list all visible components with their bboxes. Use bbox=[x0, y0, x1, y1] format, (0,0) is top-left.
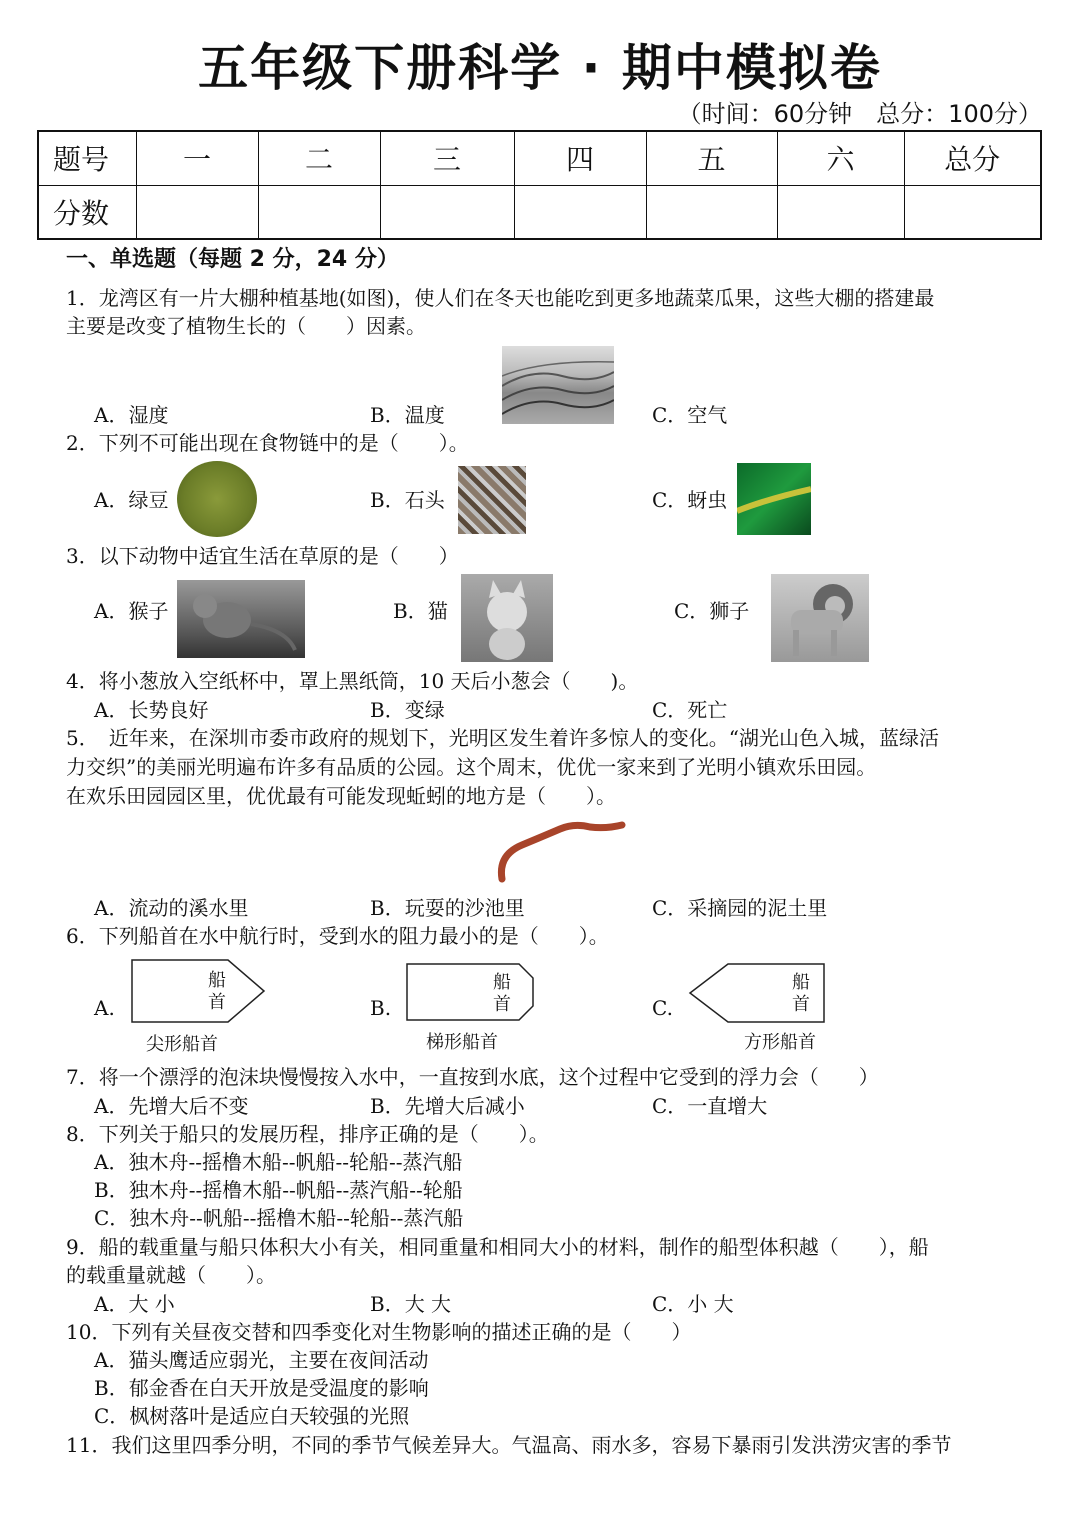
q8-option-a[interactable]: A．独木舟--摇橹木船--帆船--轮船--蒸汽船 bbox=[94, 1150, 463, 1174]
q6-option-c[interactable]: C. bbox=[652, 996, 673, 1020]
header-cell: 五 bbox=[646, 131, 777, 185]
boat-label bbox=[208, 970, 226, 1014]
score-cell[interactable] bbox=[646, 185, 777, 239]
question-1-text: 主要是改变了植物生长的（ ）因素。 bbox=[66, 314, 426, 338]
boat-label-char: 首 bbox=[792, 994, 810, 1015]
question-7-text: 7．将一个漂浮的泡沫块慢慢按入水中，一直按到水底，这个过程中它受到的浮力会（ ） bbox=[66, 1065, 879, 1089]
score-cell[interactable] bbox=[380, 185, 514, 239]
q2-option-a[interactable]: A．绿豆 bbox=[94, 488, 169, 512]
q6-option-b[interactable]: B. bbox=[370, 996, 392, 1020]
q7-option-b[interactable]: B．先增大后减小 bbox=[370, 1094, 525, 1118]
boat-label-char: 船 bbox=[792, 972, 810, 993]
score-cell[interactable] bbox=[514, 185, 646, 239]
question-9-text: 9．船的载重量与船只体积大小有关，相同重量和相同大小的材料，制作的船型体积越（ ），船 bbox=[66, 1235, 929, 1259]
q1-option-c[interactable]: C．空气 bbox=[652, 403, 728, 427]
q8-option-b[interactable]: B．独木舟--摇橹木船--帆船--蒸汽船--轮船 bbox=[94, 1178, 463, 1202]
cat-image bbox=[461, 574, 553, 662]
score-cell[interactable] bbox=[777, 185, 904, 239]
question-5-text: 在欢乐田园园区里，优优最有可能发现蚯蚓的地方是（ ）。 bbox=[66, 784, 616, 808]
trapezoid-bow-diagram bbox=[405, 962, 535, 1022]
stones-image bbox=[458, 466, 526, 534]
header-cell: 六 bbox=[777, 131, 904, 185]
q7-option-c[interactable]: C．一直增大 bbox=[652, 1094, 768, 1118]
q8-option-c[interactable]: C．独木舟--帆船--摇橹木船--轮船--蒸汽船 bbox=[94, 1206, 464, 1230]
q3-option-a[interactable]: A．猴子 bbox=[94, 599, 169, 623]
q2-option-b[interactable]: B．石头 bbox=[370, 488, 445, 512]
score-label-cell: 分数 bbox=[38, 185, 136, 239]
q6-caption-c: 方形船首 bbox=[744, 1032, 816, 1053]
q4-option-a[interactable]: A．长势良好 bbox=[94, 698, 209, 722]
header-cell: 四 bbox=[514, 131, 646, 185]
question-2-text: 2．下列不可能出现在食物链中的是（ ）。 bbox=[66, 431, 469, 455]
q6-option-a[interactable]: A. bbox=[94, 996, 115, 1020]
mung-bean-image bbox=[177, 461, 257, 537]
q1-option-b[interactable]: B．温度 bbox=[370, 403, 445, 427]
q5-option-a[interactable]: A．流动的溪水里 bbox=[94, 896, 249, 920]
q4-option-c[interactable]: C．死亡 bbox=[652, 698, 728, 722]
pointed-bow-diagram bbox=[130, 958, 266, 1024]
boat-label bbox=[792, 972, 810, 1016]
question-6-text: 6．下列船首在水中航行时，受到水的阻力最小的是（ ）。 bbox=[66, 924, 609, 948]
q2-option-c[interactable]: C．蚜虫 bbox=[652, 488, 728, 512]
score-cell[interactable] bbox=[904, 185, 1041, 239]
q6-caption-a: 尖形船首 bbox=[146, 1034, 218, 1055]
question-3-text: 3．以下动物中适宜生活在草原的是（ ） bbox=[66, 544, 459, 568]
lion-image bbox=[771, 574, 869, 662]
greenhouse-image bbox=[502, 346, 614, 424]
q9-option-b[interactable]: B．大 大 bbox=[370, 1292, 452, 1316]
boat-label-char: 首 bbox=[208, 992, 226, 1013]
question-10-text: 10．下列有关昼夜交替和四季变化对生物影响的描述正确的是（ ） bbox=[66, 1320, 692, 1344]
q10-option-b[interactable]: B．郁金香在白天开放是受温度的影响 bbox=[94, 1376, 429, 1400]
header-cell: 题号 bbox=[38, 131, 136, 185]
score-table bbox=[37, 130, 1042, 240]
question-5-text: 5． 近年来，在深圳市委市政府的规划下，光明区发生着许多惊人的变化。“湖光山色入城，蓝绿活 bbox=[66, 726, 939, 750]
score-table-score-row bbox=[38, 185, 1041, 239]
question-9-text: 的载重量就越（ ）。 bbox=[66, 1263, 276, 1287]
exam-info: （时间：60分钟 总分：100分） bbox=[677, 100, 1042, 128]
question-8-text: 8．下列关于船只的发展历程，排序正确的是（ ）。 bbox=[66, 1122, 549, 1146]
q5-option-c[interactable]: C．采摘园的泥土里 bbox=[652, 896, 828, 920]
header-cell: 三 bbox=[380, 131, 514, 185]
q10-option-c[interactable]: C．枫树落叶是适应白天较强的光照 bbox=[94, 1404, 410, 1428]
earthworm-image bbox=[494, 815, 626, 887]
question-11-text: 11．我们这里四季分明，不同的季节气候差异大。气温高、雨水多，容易下暴雨引发洪涝灾害的季节 bbox=[66, 1433, 952, 1457]
q10-option-a[interactable]: A．猫头鹰适应弱光，主要在夜间活动 bbox=[94, 1348, 429, 1372]
score-table-header-row bbox=[38, 131, 1041, 185]
q7-option-a[interactable]: A．先增大后不变 bbox=[94, 1094, 249, 1118]
boat-label bbox=[493, 972, 511, 1016]
boat-label-char: 首 bbox=[493, 994, 511, 1015]
section-title: 一、单选题（每题 2 分，24 分） bbox=[66, 247, 399, 272]
aphid-image bbox=[737, 463, 811, 535]
q9-option-c[interactable]: C．小 大 bbox=[652, 1292, 734, 1316]
q3-option-c[interactable]: C．狮子 bbox=[674, 599, 750, 623]
header-cell: 二 bbox=[258, 131, 380, 185]
header-cell: 总分 bbox=[904, 131, 1041, 185]
q9-option-a[interactable]: A．大 小 bbox=[94, 1292, 175, 1316]
question-1-text: 1．龙湾区有一片大棚种植基地(如图)，使人们在冬天也能吃到更多地蔬菜瓜果，这些大棚的搭建最 bbox=[66, 286, 935, 310]
boat-label-char: 船 bbox=[493, 972, 511, 993]
q5-option-b[interactable]: B．玩耍的沙池里 bbox=[370, 896, 525, 920]
question-5-text: 力交织”的美丽光明遍布许多有品质的公园。这个周末，优优一家来到了光明小镇欢乐田园。 bbox=[66, 755, 877, 779]
monkey-image bbox=[177, 580, 305, 658]
q4-option-b[interactable]: B．变绿 bbox=[370, 698, 445, 722]
q3-option-b[interactable]: B．猫 bbox=[393, 599, 448, 623]
score-cell[interactable] bbox=[258, 185, 380, 239]
page-title: 五年级下册科学 · 期中模拟卷 bbox=[198, 39, 882, 97]
boat-label-char: 船 bbox=[208, 970, 226, 991]
score-cell[interactable] bbox=[136, 185, 258, 239]
q6-caption-b: 梯形船首 bbox=[426, 1032, 498, 1053]
q1-option-a[interactable]: A．湿度 bbox=[94, 403, 169, 427]
question-4-text: 4．将小葱放入空纸杯中，罩上黑纸筒，10 天后小葱会（ )。 bbox=[66, 669, 639, 693]
header-cell: 一 bbox=[136, 131, 258, 185]
